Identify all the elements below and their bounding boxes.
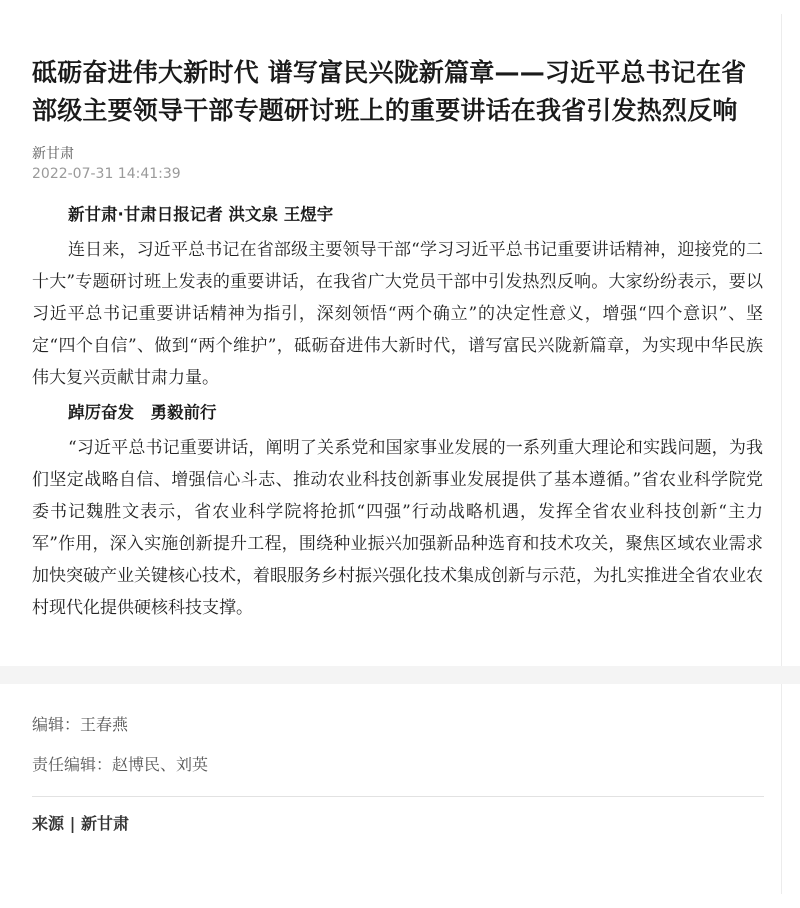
section-separator (0, 666, 800, 684)
editor-credit: 编辑：王春燕 (32, 715, 129, 734)
article-byline: 新甘肃·甘肃日报记者 洪文泉 王煜宇 (68, 205, 334, 224)
article-paragraph: 连日来，习近平总书记在省部级主要领导干部“学习习近平总书记重要讲话精神，迎接党的二十大”专题研讨班上发表的重要讲话，在我省广大党员干部中引发热烈反响。大家纷纷表示，要以习近平总书记重要讲话精神为指引，深刻领悟“两个确立”的决定性意义，增强“四个意识”、坚定“四个自信”、做到“两个维护”，砥砺奋进伟大新时代，谱写富民兴陇新篇章，为实现中华民族伟大复兴贡献甘肃力量。 (32, 240, 763, 388)
article-footer (14, 684, 782, 894)
responsible-editor-credit: 责任编辑：赵博民、刘英 (32, 755, 209, 774)
footer-divider (32, 796, 764, 797)
article-card (14, 14, 782, 666)
article-datetime: 2022-07-31 14:41:39 (32, 166, 181, 182)
article-title: 砥砺奋进伟大新时代 谱写富民兴陇新篇章——习近平总书记在省部级主要领导干部专题研讨班上的重要讲话在我省引发热烈反响 (32, 58, 747, 125)
article-paragraph: “习近平总书记重要讲话，阐明了关系党和国家事业发展的一系列重大理论和实践问题，为我们坚定战略自信、增强信心斗志、推动农业科技创新事业发展提供了基本遵循。”省农业科学院党委书记魏胜文表示，省农业科学院将抢抓“四强”行动战略机遇，发挥全省农业科技创新“主力军”作用，深入实施创新提升工程，围绕种业振兴加强新品种选育和技术攻关，聚焦区域农业需求加快突破产业关键核心技术，着眼服务乡村振兴强化技术集成创新与示范，为扎实推进全省农业农村现代化提供硬核科技支撑。 (32, 438, 763, 618)
article-subheading: 踔厉奋发 勇毅前行 (68, 403, 217, 422)
article-source: 新甘肃 (32, 146, 74, 162)
source-credit: 来源 | 新甘肃 (32, 814, 129, 833)
